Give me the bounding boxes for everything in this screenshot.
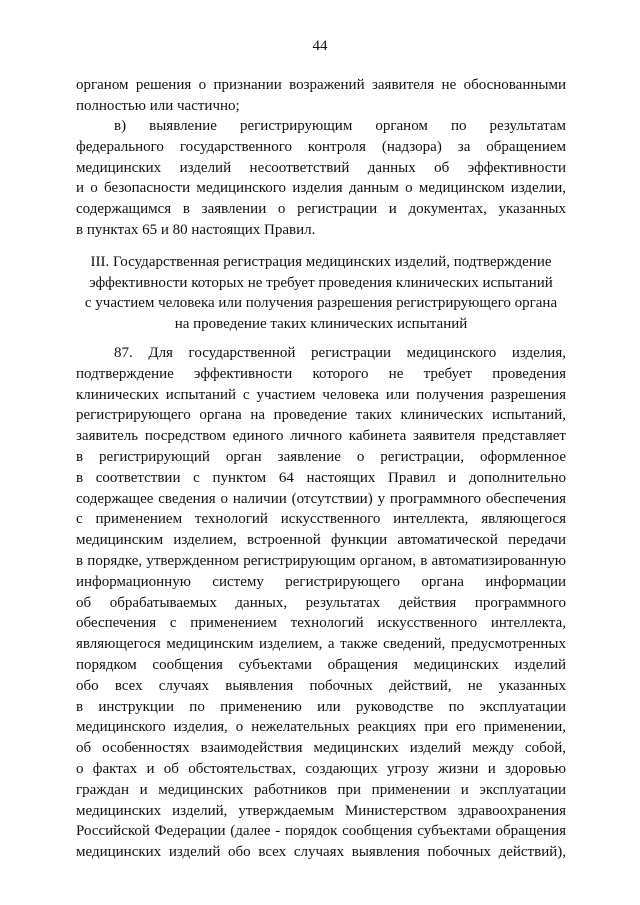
text-line: в порядке, утвержденном регистрирующим органом, в автоматизированную [76, 552, 566, 569]
text-line: об особенностях взаимодействия медицинских изделий между собой, [76, 740, 566, 757]
text-line: являющегося медицинским изделием, а также сведений, предусмотренных [76, 636, 566, 653]
text-line: о фактах и об обстоятельствах, создающих угрозу жизни и здоровью [76, 760, 566, 777]
text-line: органом решения о признании возражений заявителя не обоснованными [76, 77, 566, 93]
text-line: содержащимся в заявлении о регистрации и документах, указанных [76, 201, 566, 218]
section-heading [76, 252, 566, 334]
text-line: полностью или частично; [76, 97, 240, 114]
text-line: обеспечения с применением технологий искусственного интеллекта, [76, 615, 566, 632]
text-line: и о безопасности медицинского изделия данным о медицинском изделии, [76, 180, 566, 197]
heading-line: III. Государственная регистрация медицинских изделий, подтверждение [90, 254, 552, 270]
heading-line: эффективности которых не требует проведения клинических испытаний [89, 274, 553, 291]
text-line: об обрабатываемых данных, результатах действия программного [76, 594, 566, 611]
text-line: заявитель посредством единого личного кабинета заявителя представляет [76, 428, 566, 445]
text-line: информационную систему регистрирующего органа информации [76, 573, 566, 590]
text-line: 87. Для государственной регистрации медицинского изделия, [114, 345, 566, 361]
continuation-paragraph [76, 75, 566, 117]
text-line: в соответствии с пунктом 64 настоящих Правил и дополнительно [76, 469, 566, 486]
text-line: медицинских изделий, утверждаемым Министерством здравоохранения [76, 802, 566, 819]
text-line: регистрирующего органа на проведение таких клинических испытаний, [76, 407, 566, 424]
heading-line: с участием человека или получения разрешения регистрирующего органа [84, 295, 558, 311]
heading-line: на проведение таких клинических испытаний [174, 315, 468, 332]
text-line: Российской Федерации (далее - порядок сообщения субъектами обращения [76, 823, 566, 840]
text-line: медицинских изделий обо всех случаях выявления побочных действий), [76, 844, 566, 861]
text-line: порядком сообщения субъектами обращения медицинских изделий [76, 656, 566, 673]
paragraph-87 [76, 343, 566, 863]
text-line: в инструкции по применению или руководстве по эксплуатации [76, 698, 566, 715]
text-line: медицинских изделий несоответствий данных об эффективности [76, 159, 566, 176]
text-line: граждан и медицинских работников при применении и эксплуатации [76, 781, 566, 798]
text-line: подтверждение эффективности которого не требует проведения [76, 365, 566, 382]
page-number: 44 [312, 38, 328, 54]
item-v-paragraph [76, 116, 566, 241]
text-line: в) выявление регистрирующим органом по результатам [114, 118, 566, 134]
text-line: в пунктах 65 и 80 настоящих Правил. [76, 221, 316, 238]
text-line: содержащее сведения о наличии (отсутствии) у программного обеспечения [76, 490, 566, 507]
text-line: федерального государственного контроля (надзора) за обращением [76, 138, 566, 155]
text-line: обо всех случаях выявления побочных действий, не указанных [76, 677, 566, 694]
text-line: с применением технологий искусственного интеллекта, являющегося [76, 511, 566, 528]
text-line: в регистрирующий орган заявление о регистрации, оформленное [76, 448, 566, 465]
text-line: медицинским изделием, встроенной функции автоматической передачи [76, 532, 566, 549]
text-line: медицинского изделия, о нежелательных реакциях при его применении, [76, 719, 566, 736]
text-line: клинических испытаний с участием человека или получения разрешения [76, 386, 566, 403]
